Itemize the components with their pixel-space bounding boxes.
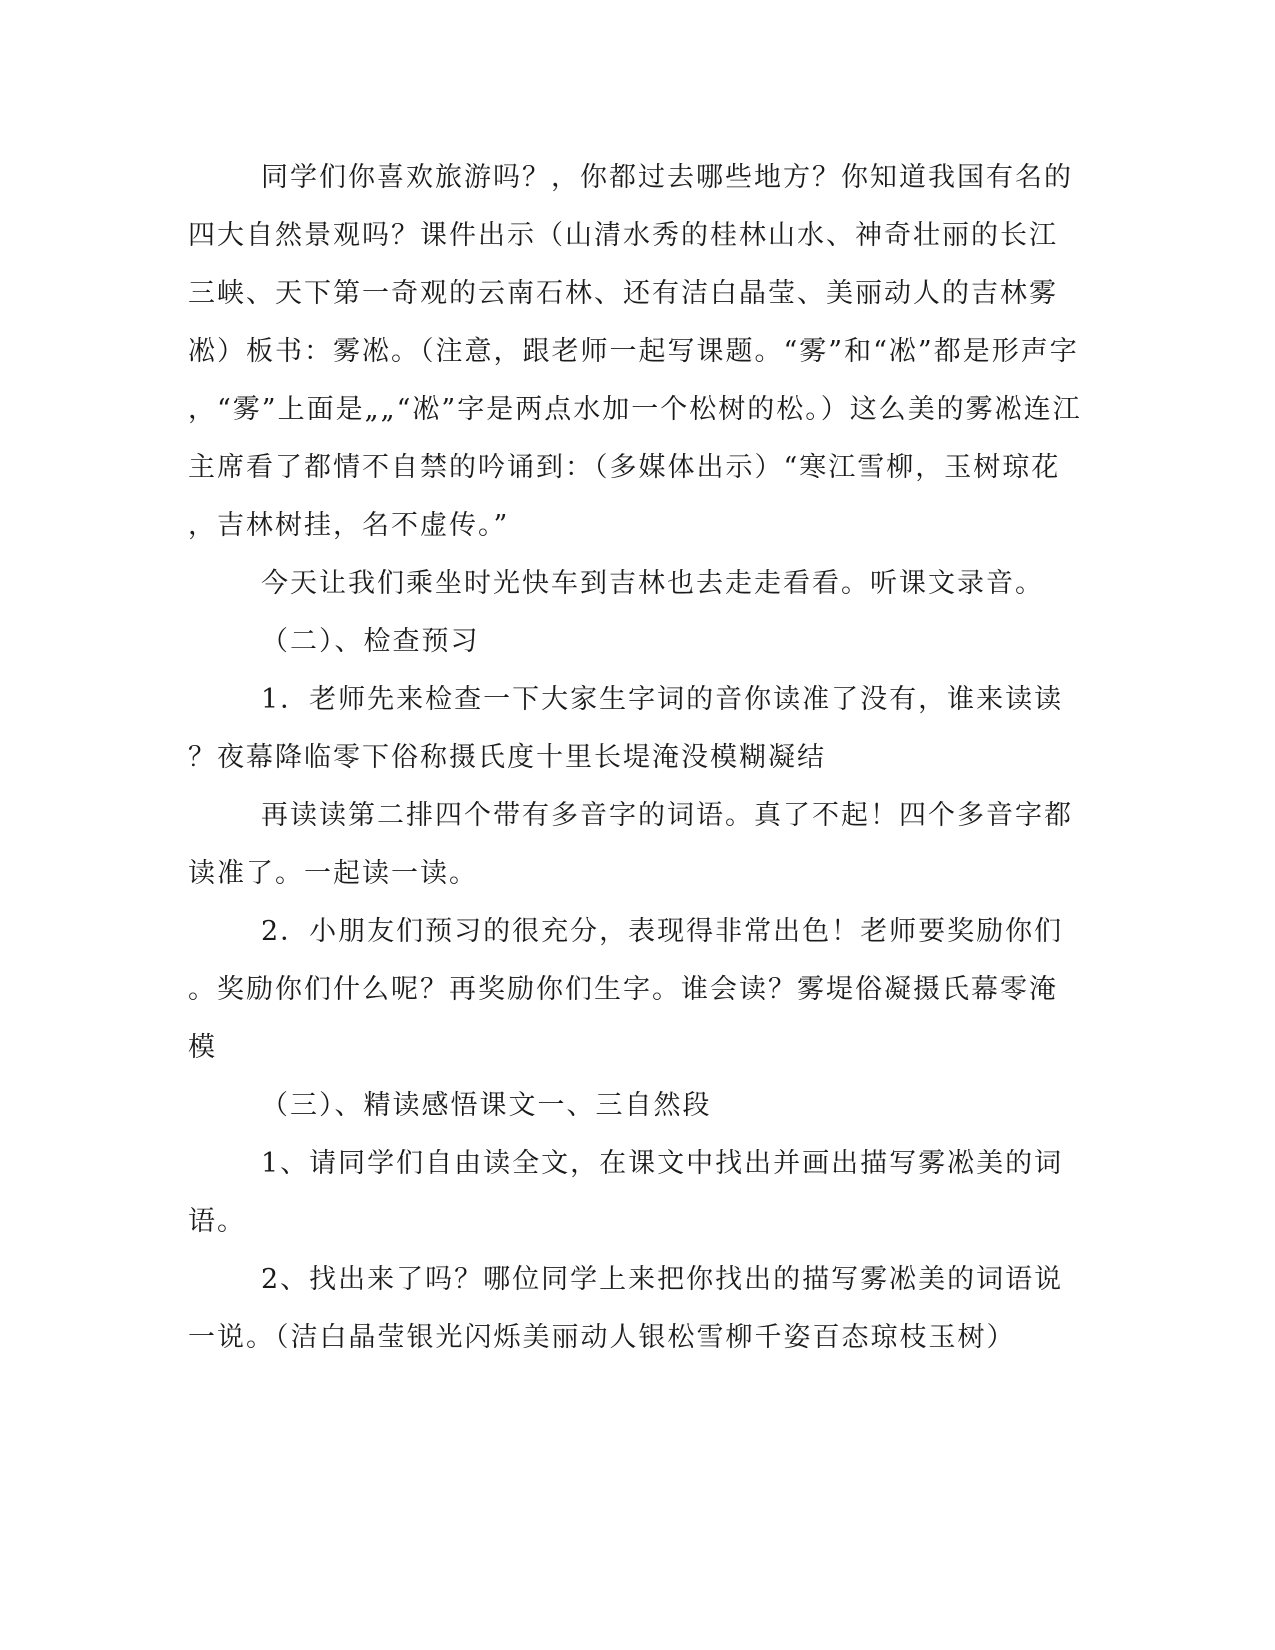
text-line: 一说。（洁白晶莹银光闪烁美丽动人银松雪柳千姿百态琼枝玉树） xyxy=(188,1322,1016,1353)
text-line: 1、请同学们自由读全文，在课文中找出并画出描写雾凇美的词 xyxy=(261,1148,1064,1179)
text-line: 1．老师先来检查一下大家生字词的音你读准了没有，谁来读读 xyxy=(261,684,1064,715)
text-line: 凇）板书：雾凇。（注意，跟老师一起写课题。“雾”和“凇”都是形声字 xyxy=(188,336,1079,367)
text-line: 主席看了都情不自禁的吟诵到：（多媒体出示）“寒江雪柳，玉树琼花 xyxy=(188,452,1061,483)
text-line: ，“雾”上面是„„“凇”字是两点水加一个松树的松。）这么美的雾凇连江 xyxy=(188,394,1082,425)
text-line: 四大自然景观吗？课件出示（山清水秀的桂林山水、神奇壮丽的长江 xyxy=(188,220,1058,251)
text-line: ，吉林树挂，名不虚传。” xyxy=(188,510,510,541)
section-heading: （三）、精读感悟课文一、三自然段 xyxy=(261,1090,712,1121)
text-line: 模 xyxy=(188,1032,217,1063)
text-line: 三峡、天下第一奇观的云南石林、还有洁白晶莹、美丽动人的吉林雾 xyxy=(188,278,1058,309)
text-line: 2、找出来了吗？哪位同学上来把你找出的描写雾凇美的词语说 xyxy=(261,1264,1064,1295)
section-heading: （二）、检查预习 xyxy=(261,626,480,657)
text-line: 语。 xyxy=(188,1206,246,1237)
text-line: 。奖励你们什么呢？再奖励你们生字。谁会读？雾堤俗凝摄氏幕零淹 xyxy=(188,974,1058,1005)
text-line: ？夜幕降临零下俗称摄氏度十里长堤淹没模糊凝结 xyxy=(188,742,826,773)
text-line: 今天让我们乘坐时光快车到吉林也去走走看看。听课文录音。 xyxy=(261,568,1044,599)
text-line: 再读读第二排四个带有多音字的词语。真了不起！四个多音字都 xyxy=(261,800,1073,831)
text-line: 读准了。一起读一读。 xyxy=(188,858,478,889)
text-line: 同学们你喜欢旅游吗？，你都过去哪些地方？你知道我国有名的 xyxy=(261,162,1073,193)
text-line: 2．小朋友们预习的很充分，表现得非常出色！老师要奖励你们 xyxy=(261,916,1064,947)
